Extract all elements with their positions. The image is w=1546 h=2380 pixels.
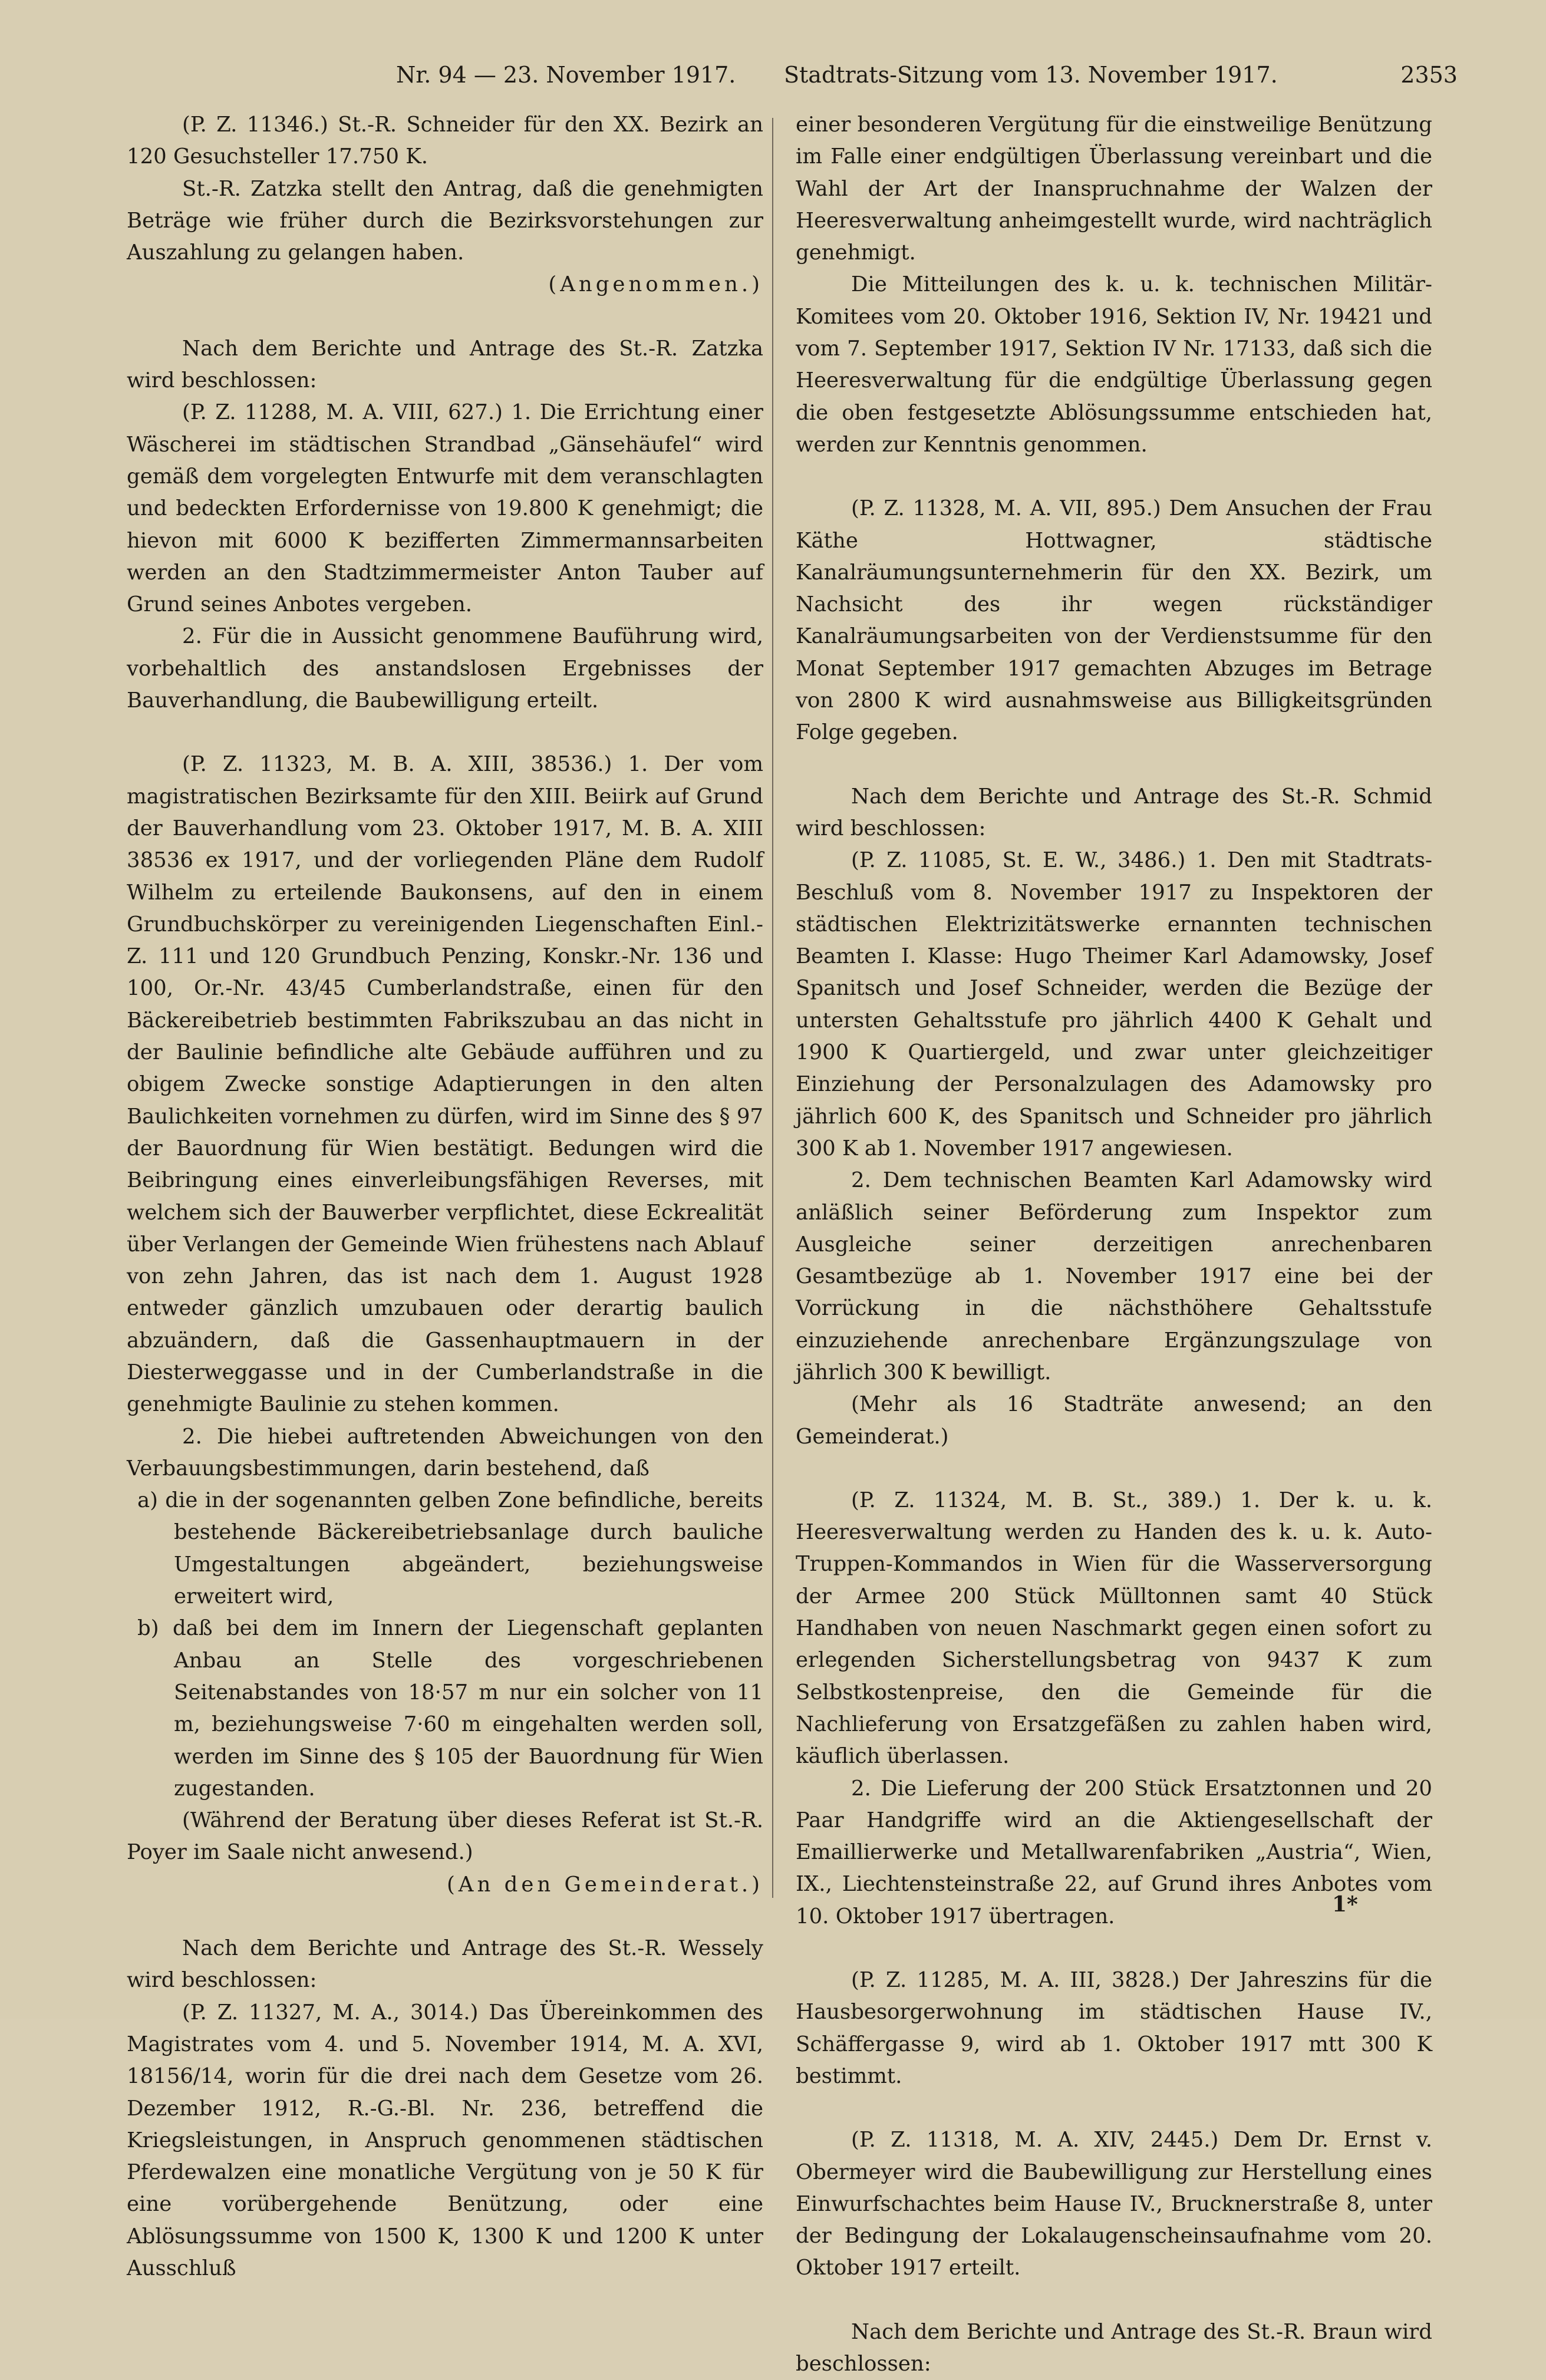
spacer <box>796 461 1432 493</box>
paragraph: (P. Z. 11323, M. B. A. XIII, 38536.) 1. Der vom magistratischen Bezirksamte für den XIII. Beiirk auf Grund der Bauverhandlung vom 23. Oktober 1917, M. B. A. XIII 38536 ex 1917, und der vorliegenden Pläne dem Rudolf Wilhelm zu erteilende Baukonsens, auf den in einem Grundbuchskörper zu vereinigenden Liegenschaften Einl.-Z. 111 und 120 Grundbuch Penzing, Konskr.-Nr. 136 und 100, Or.-Nr. 43/45 Cumberlandstraße, einen für den Bäckereibetrieb bestimmten Fabrikszubau an das nicht in der Baulinie befindliche alte Gebäude aufführen und zu obigem Zwecke sonstige Adaptierungen in den alten Baulichkeiten vornehmen zu dürfen, wird im Sinne des § 97 der Bauordnung für Wien bestätigt. Bedungen wird die Beibringung eines einverleibungsfähigen Reverses, mit welchem sich der Bauwerber verpflichtet, diese Eckrealität über Verlangen der Gemeinde Wien frühestens nach Ablauf von zehn Jahren, das ist nach dem 1. August 1928 entweder gänzlich umzubauen oder derartig baulich abzuändern, daß die Gassenhauptmauern in der Diesterweggasse und in der Cumberlandstraße in die genehmigte Baulinie zu stehen kommen. <box>127 752 763 1417</box>
paragraph: 2. Für die in Aussicht genommene Bauführung wird, vorbehaltlich des anstandslosen Ergebnisses der Bauverhandlung, die Baubewilligung erteilt. <box>127 624 763 713</box>
paragraph: (P. Z. 11327, M. A., 3014.) Das Übereinkommen des Magistrates vom 4. und 5. November 1914, M. A. XVI, 18156/14, worin für die drei nach dem Gesetze vom 26. Dezember 1912, R.-G.-Bl. Nr. 236, betreffend die Kriegsleistungen, in Anspruch genommenen städtischen Pferdewalzen eine monatliche Vergütung von je 50 K für eine vorübergehende Benützung, oder eine Ablösungssumme von 1500 K, 1300 K und 1200 K unter Ausschluß <box>127 2000 763 2280</box>
spacer <box>796 1933 1432 1964</box>
paragraph: (P. Z. 11285, M. A. III, 3828.) Der Jahreszins für die Hausbesorgerwohnung im städtischen Hause IV., Schäffergasse 9, wird ab 1. Oktober 1917 mtt 300 K bestimmt. <box>796 1968 1432 2088</box>
left-column <box>127 109 763 2285</box>
paragraph: 2. Dem technischen Beamten Karl Adamowsky wird anläßlich seiner Beförderung zum Inspektor zum Ausgleiche seiner derzeitigen anrechenbaren Gesamtbezüge ab 1. November 1917 eine bei der Vorrückung in die nächsthöhere Gehaltsstufe einzuziehende anrechenbare Ergänzungszulage von jährlich 300 K bewilligt. <box>796 1168 1432 1385</box>
session-title: Stadtrats-Sitzung vom 13. November 1917. <box>784 62 1278 88</box>
resolution-heading: Nach dem Berichte und Antrage des St.-R. Wessely wird beschlossen: <box>127 1936 763 1993</box>
signature-mark: 1* <box>1332 1892 1358 1917</box>
paragraph: (P. Z. 11324, M. B. St., 389.) 1. Der k. u. k. Heeresverwaltung werden zu Handen des k. u. k. Auto-Truppen-Kommandos in Wien für die Wasserversorgung der Armee 200 Stück Mülltonnen samt 40 Stück Handhaben von neuen Naschmarkt gegen einen sofort zu erlegenden Sicherstellungsbetrag von 9437 K zum Selbstkostenpreise, den die Gemeinde für die Nachlieferung von Ersatzgefäßen zu zahlen haben wird, käuflich überlassen. <box>796 1488 1432 1769</box>
page-number: 2353 <box>1400 62 1458 88</box>
issue-info: Nr. 94 — 23. November 1917. <box>396 62 736 88</box>
paragraph: (P. Z. 11288, M. A. VIII, 627.) 1. Die Errichtung einer Wäscherei im städtischen Strandbad „Gänsehäufel“ wird gemäß dem vorgelegten Entwurfe mit dem veranschlagten und bedeckten Erfordernisse von 19.800 K genehmigt; die hievon mit 6000 K bezifferten Zimmermannsarbeiten werden an den Stadtzimmermeister Anton Tauber auf Grund seines Anbotes vergeben. <box>127 400 763 617</box>
spacer <box>796 2285 1432 2316</box>
spacer <box>127 1901 763 1933</box>
paragraph: (P. Z. 11318, M. A. XIV, 2445.) Dem Dr. Ernst v. Obermeyer wird die Baubewilligung zur Herstellung eines Einwurfschachtes beim Hause IV., Brucknerstraße 8, unter der Bedingung der Lokalaugenscheinsaufnahme vom 20. Oktober 1917 erteilt. <box>796 2128 1432 2280</box>
paragraph: einer besonderen Vergütung für die einstweilige Benützung im Falle einer endgültigen Überlassung vereinbart und die Wahl der Art der Inanspruchnahme der Walzen der Heeresverwaltung anheimgestellt wurde, wird nachträglich genehmigt. <box>796 113 1432 265</box>
decision-tag: (An den Gemeinderat.) <box>446 1872 763 1897</box>
decision-tag: (Angenommen.) <box>548 272 763 297</box>
resolution-heading: Nach dem Berichte und Antrage des St.-R. Zatzka wird beschlossen: <box>127 336 763 393</box>
resolution-heading: Nach dem Berichte und Antrage des St.-R. Braun wird beschlossen: <box>796 2319 1432 2376</box>
column-divider <box>772 118 773 1898</box>
right-column <box>796 109 1432 2380</box>
paragraph: (P. Z. 11346.) St.-R. Schneider für den XX. Bezirk an 120 Gesuchsteller 17.750 K. <box>127 113 763 169</box>
paragraph: (P. Z. 11328, M. A. VII, 895.) Dem Ansuchen der Frau Käthe Hottwagner, städtische Kanalräumungsunternehmerin für den XX. Bezirk, um Nachsicht des ihr wegen rückständiger Kanalräumungsarbeiten von der Verdienstsumme für den Monat September 1917 gemachten Abzuges im Betrage von 2800 K wird ausnahmsweise aus Billigkeitsgründen Folge gegeben. <box>796 496 1432 745</box>
page-header <box>130 62 1475 97</box>
paragraph: 2. Die Lieferung der 200 Stück Ersatztonnen und 20 Paar Handgriffe wird an die Aktiengesellschaft der Emaillierwerke und Metallwarenfabriken „Austria“, Wien, IX., Liechtensteinstraße 22, auf Grund ihres Anbotes vom 10. Oktober 1917 übertragen. <box>796 1776 1432 1929</box>
resolution-heading: Nach dem Berichte und Antrage des St.-R. Schmid wird beschlossen: <box>796 784 1432 840</box>
paragraph: St.-R. Zatzka stellt den Antrag, daß die genehmigten Beträge wie früher durch die Bezirksvorstehungen zur Auszahlung zu gelangen haben. <box>127 176 763 265</box>
note: (Mehr als 16 Stadträte anwesend; an den Gemeinderat.) <box>796 1392 1432 1449</box>
paragraph: Die Mitteilungen des k. u. k. technischen Militär-Komitees vom 20. Oktober 1916, Sektion IV, Nr. 19421 und vom 7. September 1917, Sektion IV Nr. 17133, daß sich die Heeresverwaltung für die endgültige Überlassung gegen die oben festgesetzte Ablösungssumme entschieden hat, werden zur Kenntnis genommen. <box>796 272 1432 457</box>
paragraph: (P. Z. 11085, St. E. W., 3486.) 1. Den mit Stadtrats-Beschluß vom 8. November 1917 zu Inspektoren der städtischen Elektrizitätswerke ernannten technischen Beamten I. Klasse: Hugo Theimer Karl Adamowsky, Josef Spanitsch und Josef Schneider, werden die Bezüge der untersten Gehaltsstufe pro jährlich 4400 K Gehalt und 1900 K Quartiergeld, und zwar unter gleichzeitiger Einziehung der Personalzulagen des Adamowsky pro jährlich 600 K, des Spanitsch und Schneider pro jährlich 300 K ab 1. November 1917 angewiesen. <box>796 848 1432 1161</box>
list-item: b) daß bei dem im Innern der Liegenschaft geplanten Anbau an Stelle des vorgeschriebenen Seitenabstandes von 18·57 m nur ein solcher von 11 m, beziehungsweise 7·60 m eingehalten werden soll, werden im Sinne des § 105 der Bauordnung für Wien zugestanden. <box>137 1616 763 1801</box>
spacer <box>796 749 1432 781</box>
spacer <box>796 1453 1432 1485</box>
spacer <box>127 301 763 333</box>
spacer <box>127 717 763 749</box>
paragraph: (Während der Beratung über dieses Referat ist St.-R. Poyer im Saale nicht anwesend.) <box>127 1808 763 1865</box>
paragraph: 2. Die hiebei auftretenden Abweichungen von den Verbauungsbestimmungen, darin bestehend, daß <box>127 1424 763 1481</box>
list-item: a) die in der sogenannten gelben Zone befindliche, bereits bestehende Bäckereibetriebsanlage durch bauliche Umgestaltungen abgeändert, beziehungsweise erweitert wird, <box>137 1488 763 1609</box>
spacer <box>796 2092 1432 2124</box>
